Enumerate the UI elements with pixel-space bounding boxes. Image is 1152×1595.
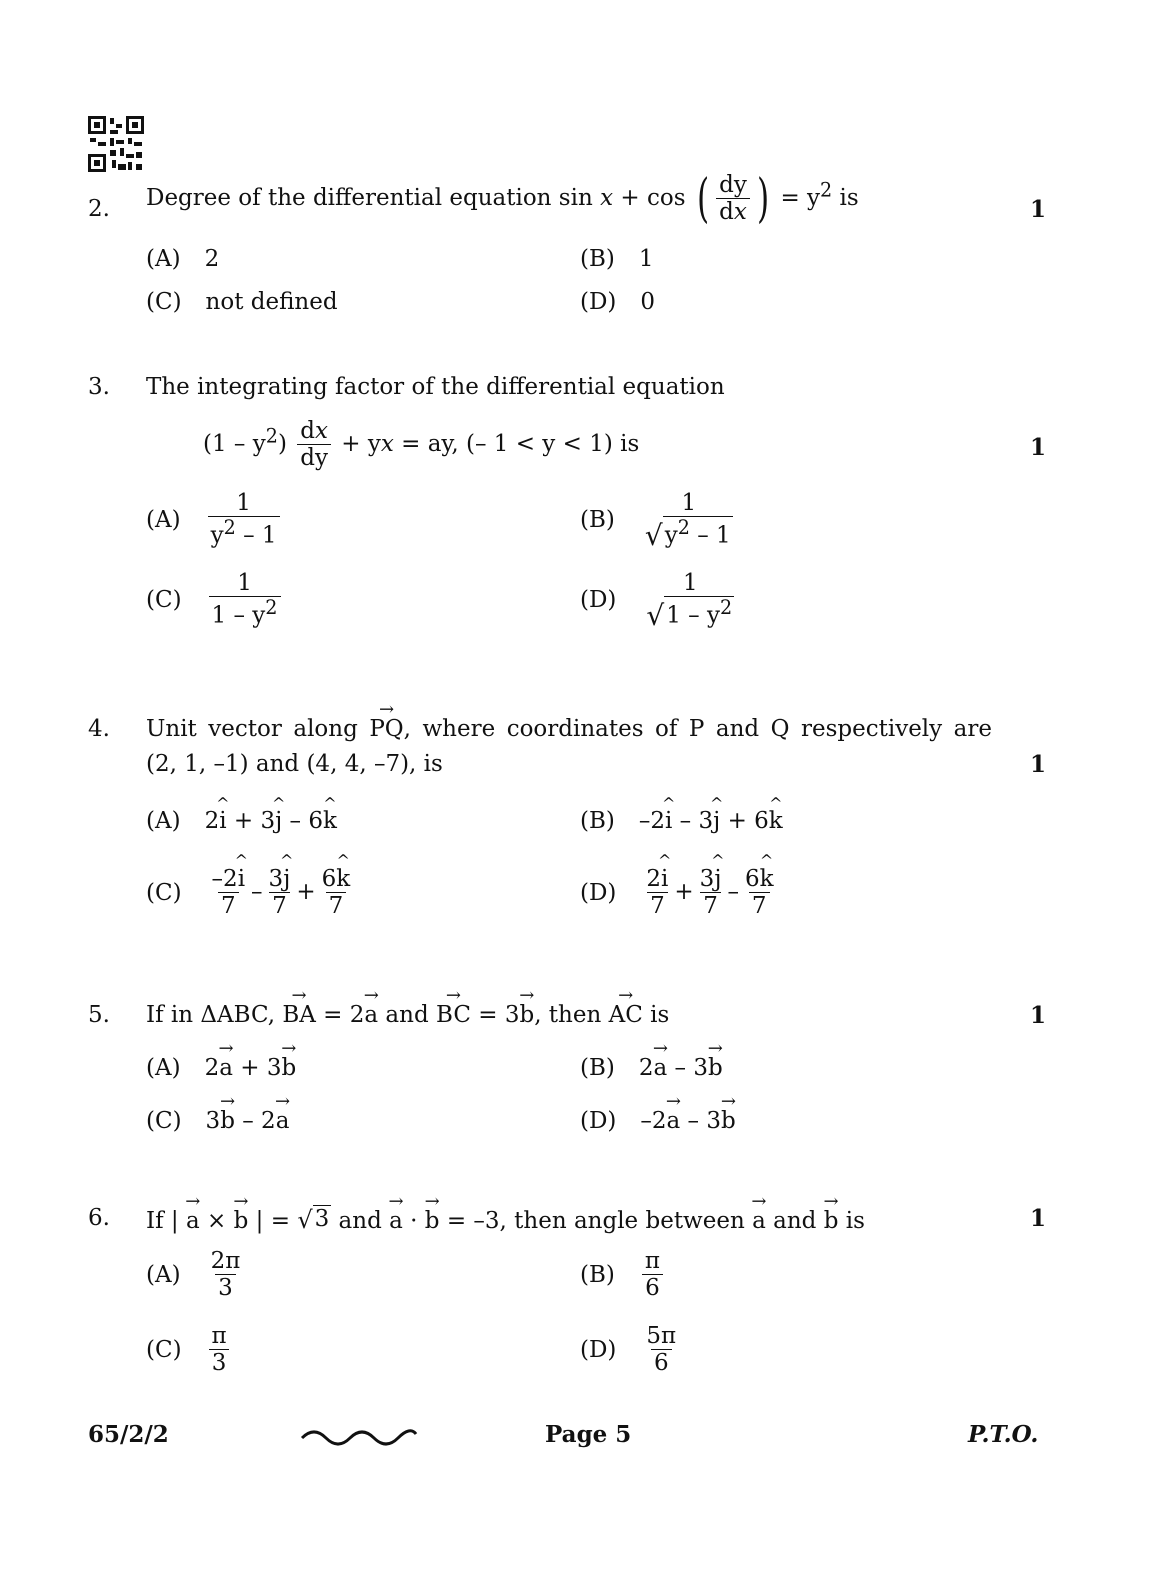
question-number: 2. <box>88 196 110 222</box>
marks: 1 <box>1030 1205 1047 1232</box>
option-label: (C) <box>146 289 182 315</box>
option-label: (D) <box>580 1336 617 1363</box>
pto-label: P.T.O. <box>968 1421 1039 1448</box>
question-stem-continued: (2, 1, –1) and (4, 4, –7), is <box>146 751 443 777</box>
option-b: (B) –2^ i – 3^ j + 6^ k <box>580 808 783 834</box>
question-equation: $(1 - y^2)$ $\frac{dx}{dy}$ + yx = ay, (– 1 < y < 1) is <box>203 418 640 472</box>
option-c: (C) $\frac{\pi}{3}$ <box>146 1323 233 1377</box>
option-b: (B) 1 √ $y^2 - 1$ <box>580 490 731 552</box>
option-b: (B) 2→ a – 3→ b <box>580 1055 723 1081</box>
option-c <box>146 289 338 315</box>
wavy-line-icon <box>300 1422 418 1450</box>
option-text: 0 <box>640 289 656 315</box>
qr-code-icon <box>88 116 144 172</box>
option-label: (C) <box>146 879 182 906</box>
option-label: (B) <box>580 808 615 834</box>
option-b <box>580 246 654 272</box>
paper-code: 65/2/2 <box>88 1421 169 1448</box>
option-a: (A) 2^ i + 3^ j – 6^ k <box>146 808 337 834</box>
option-label: (A) <box>146 1055 181 1081</box>
option-text: 2 <box>204 246 220 272</box>
option-d: (D) $\frac{2\^{} i}{7}$ + $\frac{3\^{} j}{7}$ – $\frac{6\^{} k}{7}$ <box>580 866 780 920</box>
option-text: not defined <box>205 289 338 315</box>
option-label: (C) <box>146 586 182 613</box>
option-label: (A) <box>146 246 181 272</box>
option-label: (B) <box>580 507 615 534</box>
option-label: (A) <box>146 506 181 533</box>
option-c: (C) $\frac{1}{1 - y^2}$ <box>146 570 284 630</box>
option-d: (D) $\frac{5\pi}{6}$ <box>580 1323 677 1377</box>
option-label: (B) <box>580 246 615 272</box>
option-label: (C) <box>146 1336 182 1363</box>
marks: 1 <box>1030 1002 1047 1029</box>
option-d: (D) 1 √ $1 - y^2$ <box>580 570 733 632</box>
option-a: (A) $\frac{2\pi}{3}$ <box>146 1248 241 1302</box>
option-d: (D) –2→ a – 3→ b <box>580 1108 736 1134</box>
marks: 1 <box>1030 434 1047 461</box>
question-stem: If in ΔABC, → BA = 2→ a and → BC = 3→ b, then → AC is <box>146 1002 669 1028</box>
option-text: 1 <box>638 246 654 272</box>
option-b: (B) $\frac{\pi}{6}$ <box>580 1248 666 1302</box>
option-d <box>580 289 655 315</box>
page-number: Page 5 <box>545 1421 632 1448</box>
option-c: (C) $\frac{-2\^{} i}{7}$ – $\frac{3\^{} j}{7}$ + $\frac{6\^{} k}{7}$ <box>146 866 356 920</box>
option-label: (B) <box>580 1055 615 1081</box>
option-label: (D) <box>580 587 617 614</box>
option-label: (D) <box>580 1108 617 1134</box>
marks: 1 <box>1030 196 1047 223</box>
question-number: 3. <box>88 374 110 400</box>
option-label: (D) <box>580 289 617 315</box>
option-label: (D) <box>580 879 617 906</box>
question-stem: Degree of the differential equation sin x + cos ( $\frac{dy}{dx}$ ) = $y^2$ is <box>146 168 859 229</box>
question-stem: If | → a × → b | = √ 3 and → a · → b = –3, then angle between → a and → b is <box>146 1205 865 1234</box>
option-label: (C) <box>146 1108 182 1134</box>
option-label: (B) <box>580 1261 615 1288</box>
question-number: 6. <box>88 1205 110 1231</box>
option-a: (A) $\frac{1}{y^2 - 1}$ <box>146 490 283 550</box>
option-c: (C) 3→ b – 2→ a <box>146 1108 289 1134</box>
question-stem: The integrating factor of the differential equation <box>146 374 725 400</box>
option-label: (A) <box>146 808 181 834</box>
option-a: (A) 2→ a + 3→ b <box>146 1055 296 1081</box>
question-number: 5. <box>88 1002 110 1028</box>
marks: 1 <box>1030 751 1047 778</box>
question-number: 4. <box>88 716 110 742</box>
option-label: (A) <box>146 1261 181 1288</box>
option-a <box>146 246 219 272</box>
question-stem: Unit vector along → PQ, where coordinates of P and Q respectively are <box>146 716 992 742</box>
